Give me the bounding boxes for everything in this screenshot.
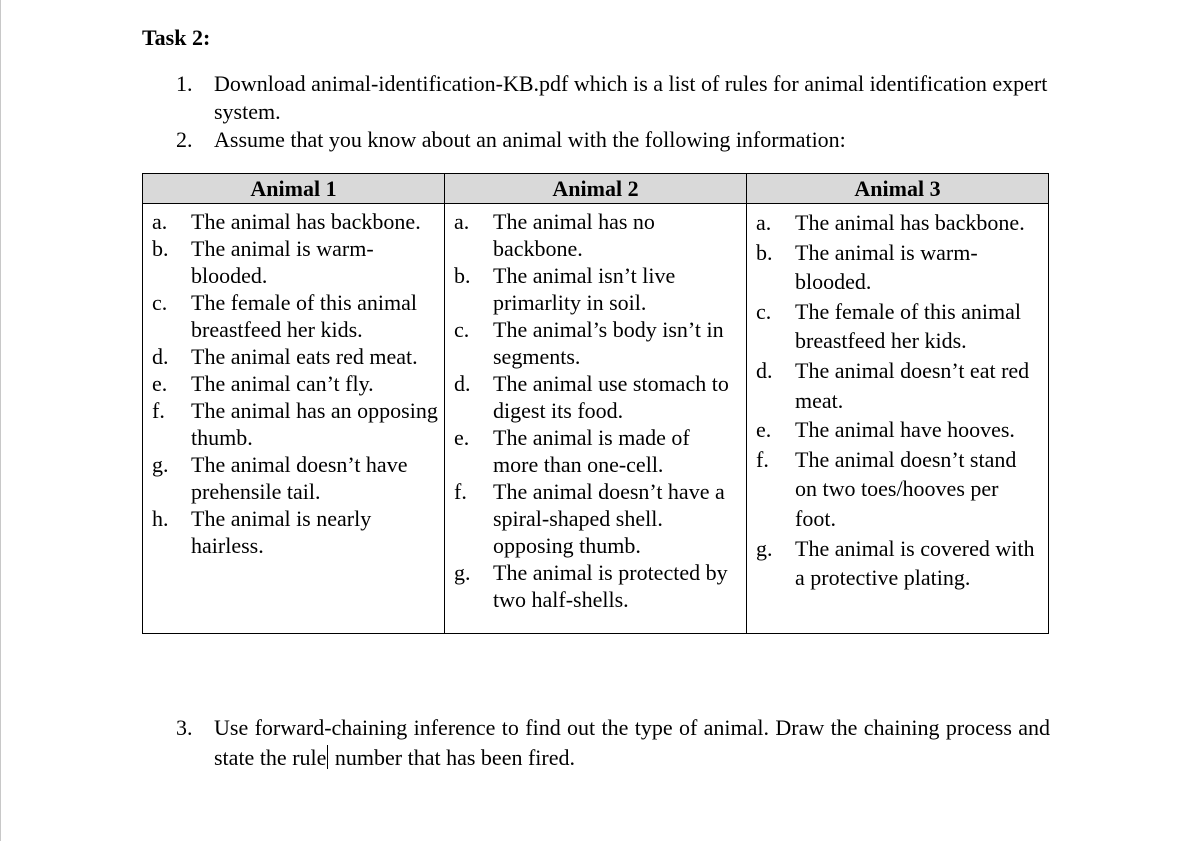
item-label: e. bbox=[454, 425, 470, 450]
list-item bbox=[753, 238, 1042, 297]
list-item bbox=[149, 397, 438, 451]
animal-facts-table bbox=[142, 173, 1049, 634]
item-label: f. bbox=[756, 446, 769, 472]
animal-2-cell bbox=[445, 204, 747, 634]
item-label: f. bbox=[152, 398, 165, 423]
item-text: The animal can’t fly. bbox=[191, 371, 374, 396]
header-animal-3: Animal 3 bbox=[747, 174, 1049, 204]
animal-1-cell bbox=[143, 204, 445, 634]
animal-3-cell bbox=[747, 204, 1049, 634]
animal-3-facts bbox=[753, 208, 1042, 593]
header-animal-1: Animal 1 bbox=[143, 174, 445, 204]
task-heading: Task 2: bbox=[142, 25, 211, 50]
item-text: The animal is nearly hairless. bbox=[191, 506, 372, 558]
item-text: The animal isn’t live primarlity in soil. bbox=[493, 263, 676, 315]
item-label: c. bbox=[756, 298, 772, 324]
step-number: 3. bbox=[176, 715, 193, 740]
list-item bbox=[451, 478, 740, 559]
step-1 bbox=[176, 70, 1056, 126]
item-text: The animal is warm-blooded. bbox=[191, 236, 374, 288]
list-item bbox=[451, 559, 740, 613]
item-label: a. bbox=[454, 209, 470, 234]
item-label: e. bbox=[756, 417, 772, 443]
list-item bbox=[149, 208, 438, 235]
item-text: The female of this animal breastfeed her kids. bbox=[191, 290, 418, 342]
item-text: The animal has an opposing thumb. bbox=[191, 398, 438, 450]
item-label: a. bbox=[756, 210, 772, 235]
item-label: g. bbox=[152, 452, 169, 477]
step-text-before-cursor: Use forward-chaining inference to find out the type of animal. Draw the chaining process and state the rule bbox=[214, 715, 1050, 770]
item-label: c. bbox=[152, 290, 168, 315]
list-item bbox=[451, 424, 740, 478]
list-item bbox=[753, 415, 1042, 445]
item-text: The animal has backbone. bbox=[191, 209, 421, 234]
item-text: The animal has no backbone. bbox=[493, 209, 655, 261]
list-item bbox=[149, 505, 438, 559]
list-item bbox=[149, 235, 438, 289]
step-text: Download animal-identification-KB.pdf which is a list of rules for animal identification expert system. bbox=[214, 71, 1048, 124]
item-text: The animal doesn’t stand on two toes/hooves per foot. bbox=[795, 446, 1017, 531]
list-item bbox=[451, 208, 740, 262]
item-text: The animal use stomach to digest its food. bbox=[493, 371, 729, 423]
item-label: e. bbox=[152, 371, 168, 396]
item-label: b. bbox=[152, 236, 169, 261]
step-text: Assume that you know about an animal with the following information: bbox=[214, 127, 846, 152]
header-animal-2: Animal 2 bbox=[445, 174, 747, 204]
table-header-row bbox=[143, 174, 1049, 204]
step-text-after-cursor: number that has been fired. bbox=[329, 745, 575, 770]
item-text: The animal eats red meat. bbox=[191, 344, 418, 369]
item-label: g. bbox=[454, 560, 471, 585]
item-text: The animal doesn’t have a spiral-shaped shell. opposing thumb. bbox=[493, 479, 725, 558]
list-item bbox=[451, 262, 740, 316]
list-item bbox=[753, 445, 1042, 534]
item-text: The animal is warm-blooded. bbox=[795, 239, 978, 295]
step-number: 1. bbox=[176, 71, 193, 96]
item-label: f. bbox=[454, 479, 467, 504]
list-item bbox=[753, 534, 1042, 593]
animal-1-facts bbox=[149, 208, 438, 559]
step-number: 2. bbox=[176, 127, 193, 152]
list-item bbox=[753, 356, 1042, 415]
list-item bbox=[753, 297, 1042, 356]
item-text: The animal is protected by two half-shells. bbox=[493, 560, 728, 612]
item-label: d. bbox=[454, 371, 471, 396]
item-label: d. bbox=[756, 357, 773, 383]
list-item bbox=[149, 343, 438, 370]
item-label: a. bbox=[152, 209, 168, 234]
item-text: The animal doesn’t eat red meat. bbox=[795, 357, 1030, 413]
item-label: b. bbox=[454, 263, 471, 288]
step-text bbox=[214, 713, 1050, 773]
list-item bbox=[753, 208, 1042, 238]
item-text: The animal is made of more than one-cell. bbox=[493, 425, 690, 477]
list-item bbox=[149, 370, 438, 397]
item-label: b. bbox=[756, 239, 773, 265]
item-label: g. bbox=[756, 535, 773, 561]
item-text: The animal is covered with a protective plating. bbox=[795, 535, 1035, 591]
steps-list bbox=[176, 70, 1056, 154]
table-row bbox=[143, 204, 1049, 634]
animal-2-facts bbox=[451, 208, 740, 613]
step-3 bbox=[176, 713, 1050, 773]
list-item bbox=[149, 451, 438, 505]
list-item bbox=[149, 289, 438, 343]
step-2 bbox=[176, 126, 1056, 154]
item-text: The animal’s body isn’t in segments. bbox=[493, 317, 724, 369]
item-text: The animal have hooves. bbox=[795, 417, 1015, 443]
item-label: h. bbox=[152, 506, 169, 531]
item-text: The animal doesn’t have prehensile tail. bbox=[191, 452, 408, 504]
list-item bbox=[451, 370, 740, 424]
item-text: The animal has backbone. bbox=[795, 210, 1025, 235]
item-text: The female of this animal breastfeed her kids. bbox=[795, 298, 1022, 354]
item-label: c. bbox=[454, 317, 470, 342]
item-label: d. bbox=[152, 344, 169, 369]
list-item bbox=[451, 316, 740, 370]
